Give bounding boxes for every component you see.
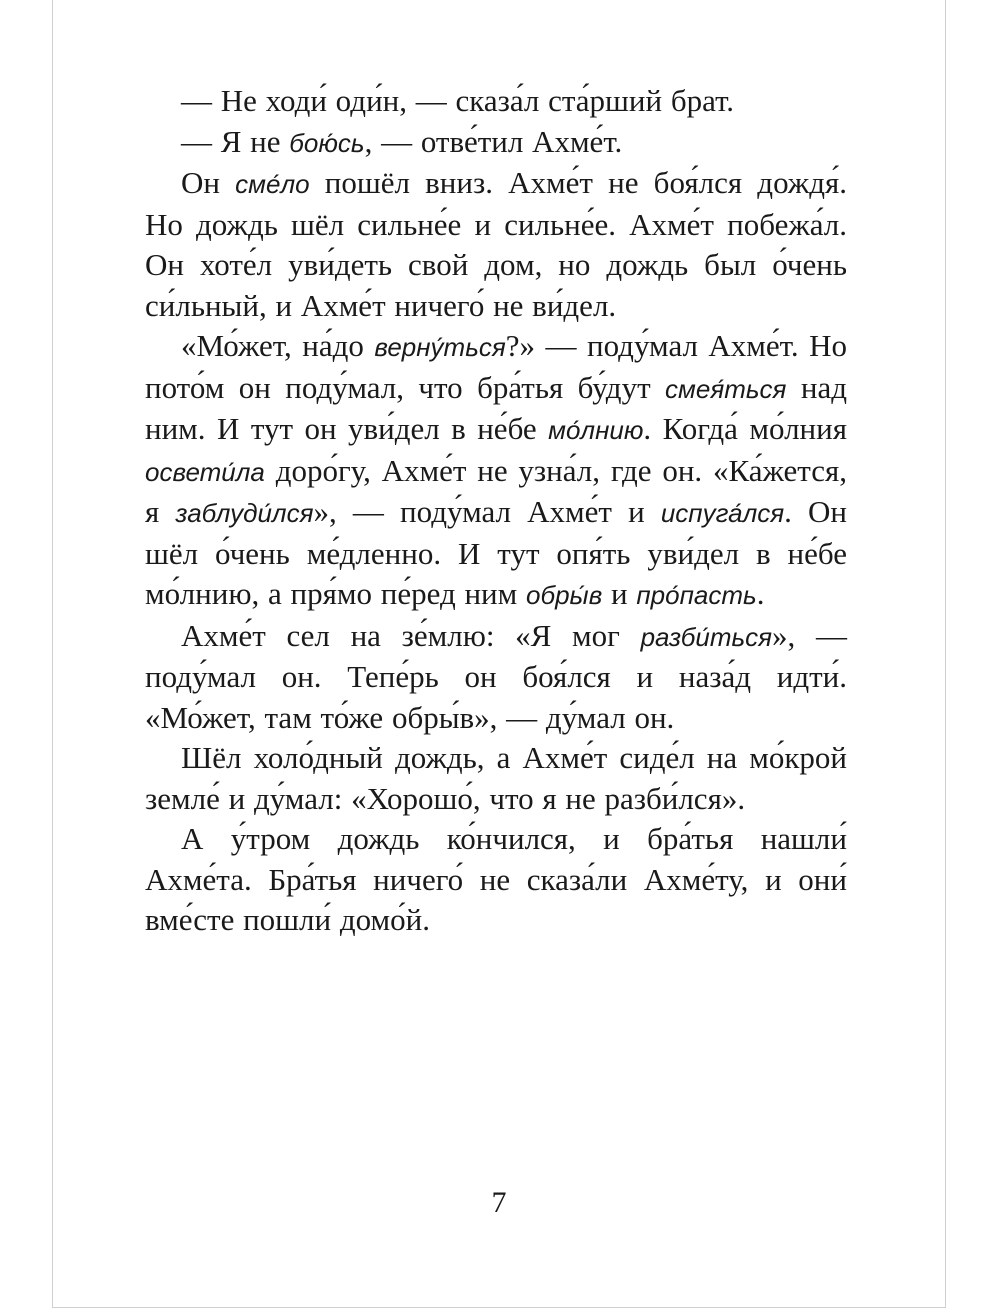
paragraph-4 <box>145 326 847 616</box>
vocab-word: разби́ться <box>640 621 773 652</box>
story-text <box>145 81 847 941</box>
text-run: ?» — поду́мал Ахме́т. Но пото́м он поду́мал, что бра́тья бу́дут <box>145 328 847 405</box>
vocab-word: заблуди́лся <box>175 498 314 528</box>
vocab-word: про́пасть <box>636 580 757 610</box>
paragraph-3 <box>145 163 847 326</box>
text-run: Он <box>181 165 236 200</box>
text-run: «Мо́жет, на́до <box>181 328 375 363</box>
text-run: доро́гу, Ахме́т не узна́л, где он. «Ка́жется, я <box>145 452 847 529</box>
text-run: , — отве́тил Ахме́т. <box>364 123 623 159</box>
text-run: . <box>756 576 765 611</box>
vocab-word: освети́ла <box>145 456 265 487</box>
text-run: — Не ходи́ оди́н, — сказа́л ста́рший брат. <box>181 83 735 118</box>
book-page <box>52 0 946 1308</box>
paragraph-6 <box>145 738 847 819</box>
text-run: — Я не <box>181 123 290 159</box>
text-run: А у́тром дождь ко́нчился, и бра́тья нашли́ Ахме́та. Бра́тья ничего́ не сказа́ли Ахме́ту, и они́ вме́сте пошли́ домо́й. <box>145 821 847 937</box>
paragraph-2 <box>145 122 847 164</box>
text-run: Ахме́т сел на зе́млю: «Я мог <box>181 617 641 653</box>
page-number: 7 <box>491 1186 507 1219</box>
text-run: Шёл холо́дный дождь, а Ахме́т сиде́л на мо́крой земле́ и ду́мал: «Хорошо́, что я не разби́лся». <box>145 740 847 816</box>
text-run: над ним. И тут он уви́дел в не́бе <box>145 369 847 446</box>
paragraph-5 <box>145 616 847 739</box>
vocab-word: смея́ться <box>665 373 787 404</box>
text-run: и <box>602 576 637 611</box>
text-run: », — поду́мал он. Тепе́рь он боя́лся и наза́д идти́. «Мо́жет, там то́же обры́в», — ду́мал он. <box>145 617 847 735</box>
vocab-word: мо́лнию <box>548 415 644 445</box>
vocab-word: обры́в <box>526 580 603 610</box>
vocab-word: верну́ться <box>374 332 506 362</box>
paragraph-1 <box>145 81 847 122</box>
vocab-word: испуга́лся <box>660 498 785 528</box>
text-run: », — поду́мал Ахме́т и <box>313 494 661 529</box>
vocab-word: бою́сь <box>289 127 365 158</box>
text-run: . Он шёл о́чень ме́дленно. И тут опя́ть уви́дел в не́бе мо́лнию, а пря́мо пе́ред ним <box>145 494 847 611</box>
paragraph-7 <box>145 819 847 941</box>
text-run: пошёл вниз. Ахме́т не боя́лся дождя́. Но дождь шёл сильне́е и сильне́е. Ахме́т побежа́л. Он хоте́л уви́деть свой дом, но дождь был о́чень си́льный, и Ахме́т ничего́ не ви́дел. <box>145 165 847 323</box>
text-run: . Когда́ мо́лния <box>643 411 847 446</box>
vocab-word: сме́ло <box>235 169 310 199</box>
